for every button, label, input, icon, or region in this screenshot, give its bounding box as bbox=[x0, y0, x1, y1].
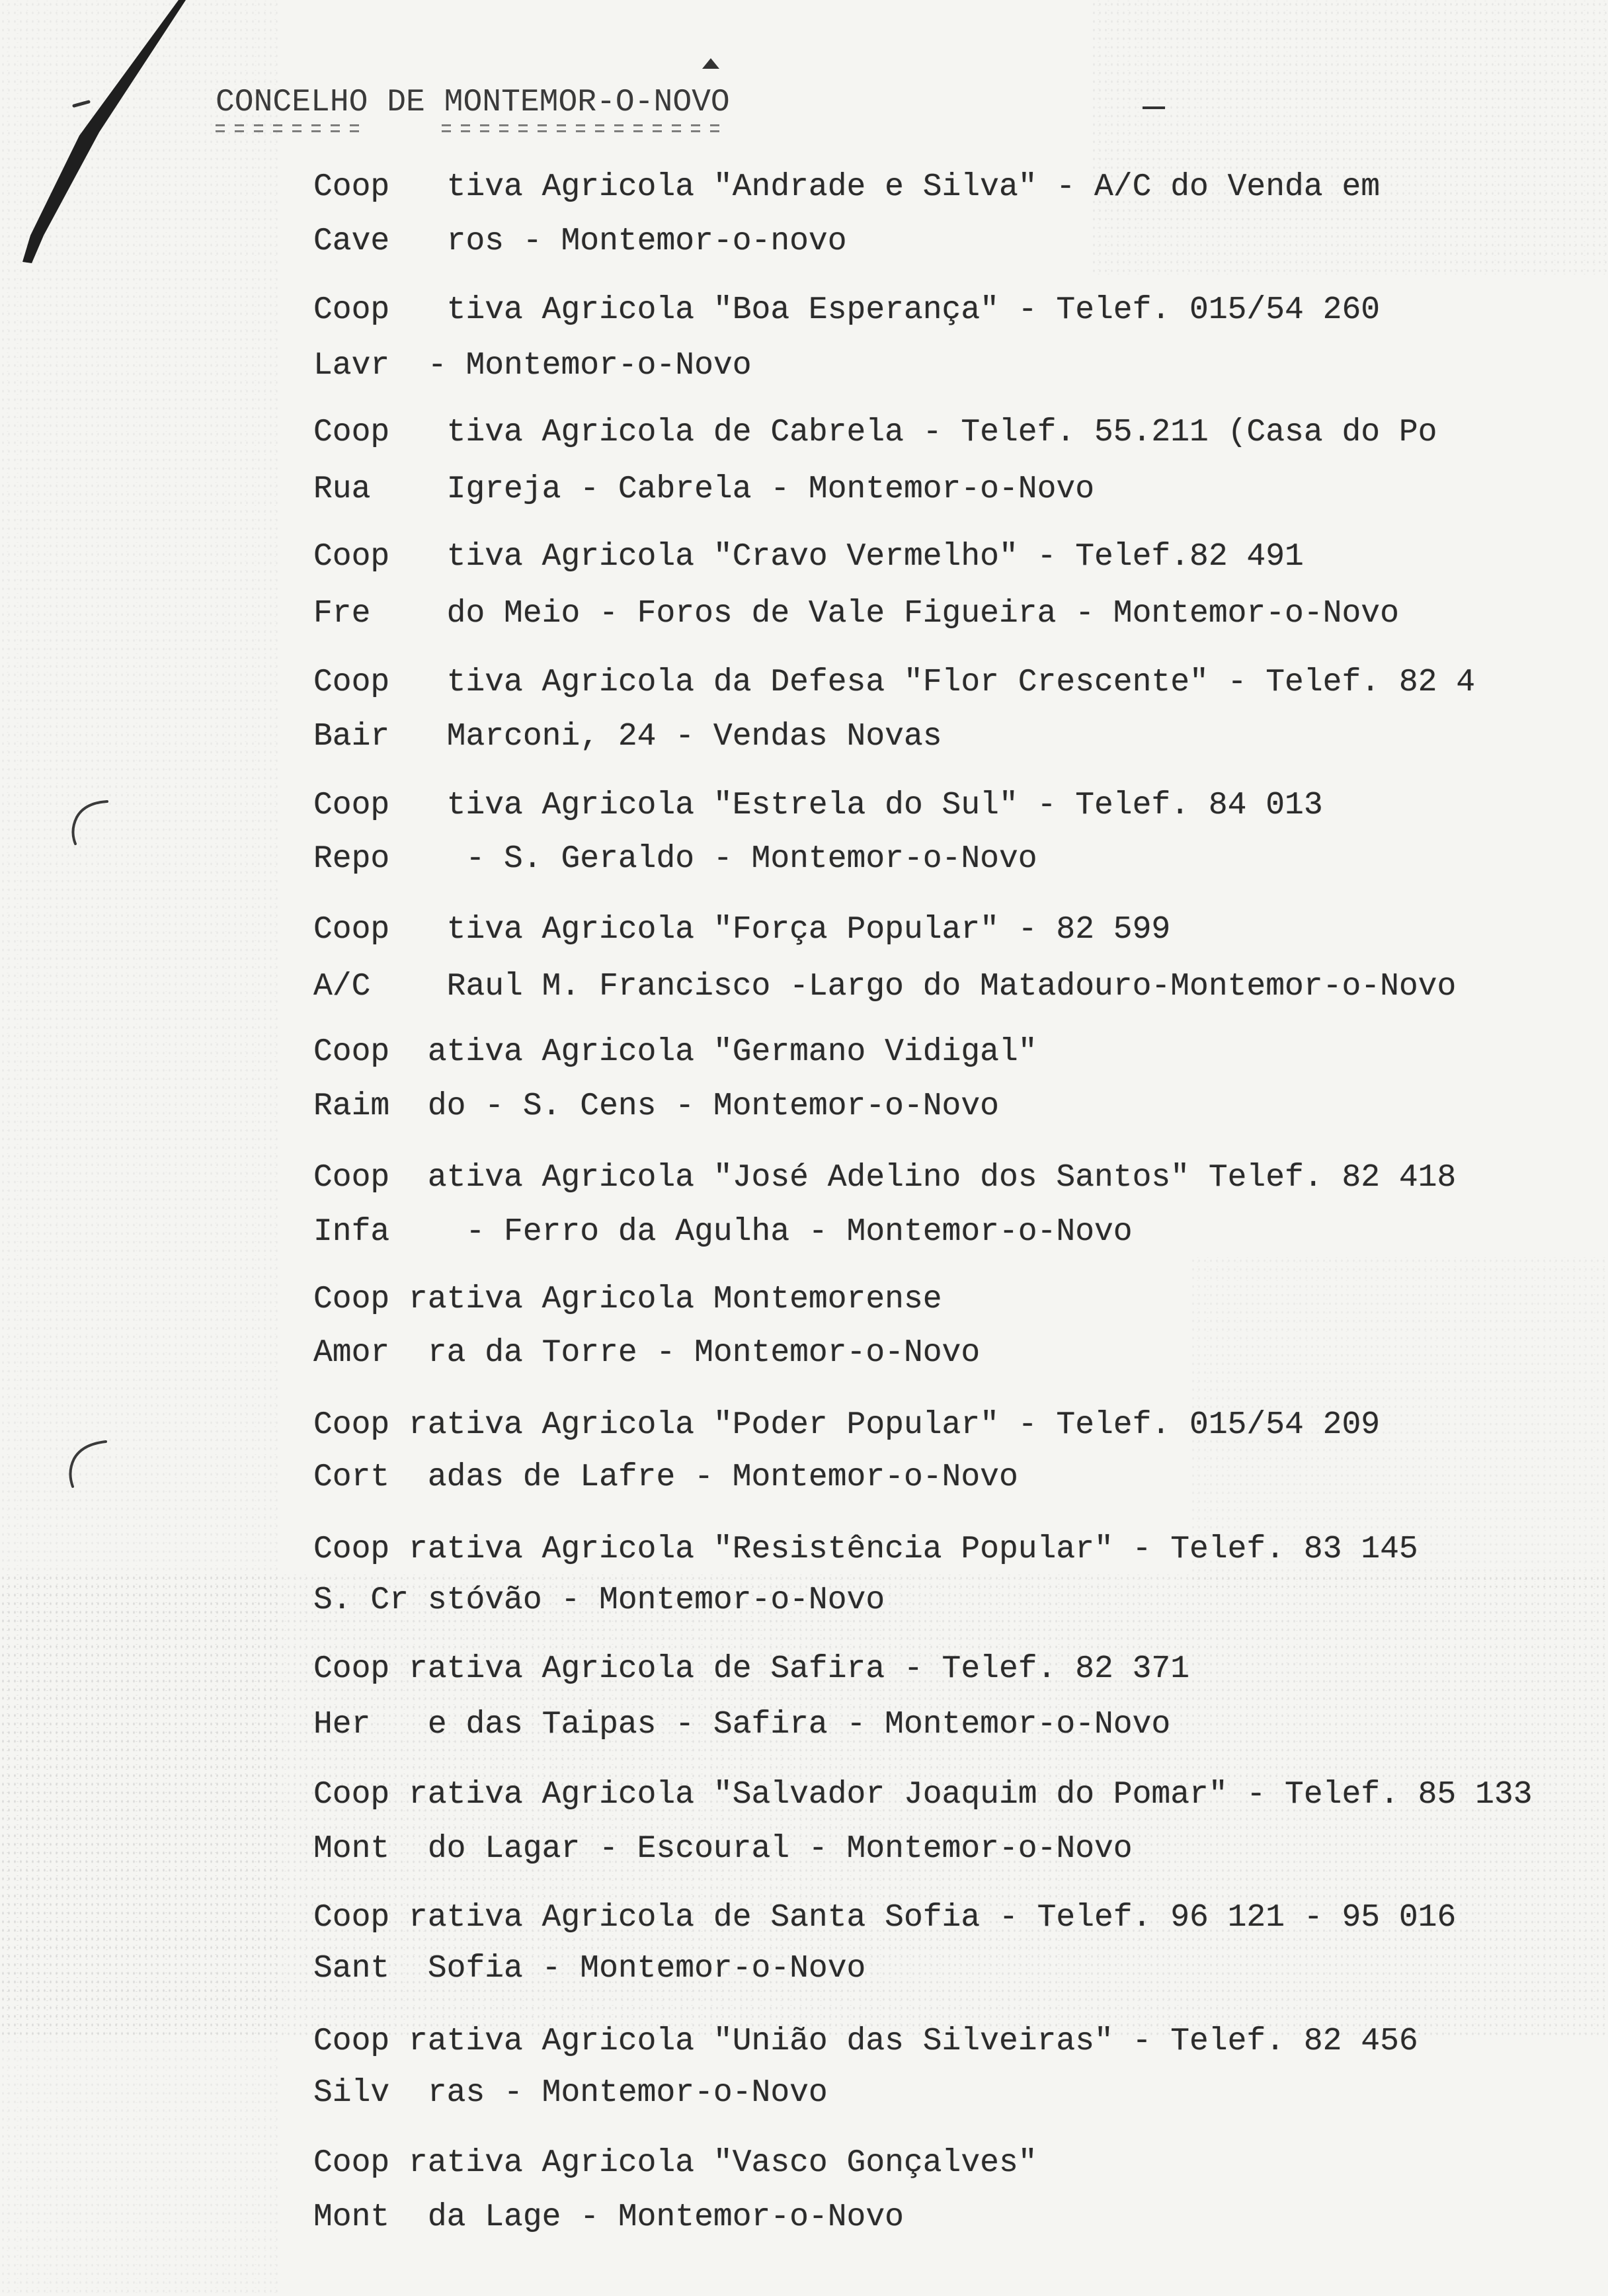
entry-address: Cave ros - Montemor-o-novo bbox=[313, 224, 847, 259]
list-item bbox=[313, 1280, 1596, 1379]
list-item bbox=[313, 537, 1596, 636]
entry-name: Coop rativa Agricola de Safira - Telef. 82 371 bbox=[313, 1651, 1190, 1687]
entry-name: Coop rativa Agricola de Santa Sofia - Telef. 96 121 - 95 016 bbox=[313, 1900, 1457, 1936]
entry-name: Coop tiva Agricola "Andrade e Silva" - A/C do Venda em bbox=[313, 169, 1381, 205]
title-underline bbox=[442, 124, 727, 132]
entry-address: Mont da Lage - Montemor-o-Novo bbox=[313, 2199, 904, 2235]
entry-address: Repo - S. Geraldo - Montemor-o-Novo bbox=[313, 841, 1037, 877]
list-item bbox=[313, 786, 1596, 885]
entry-name: Coop rativa Agricola "União das Silveiras" - Telef. 82 456 bbox=[313, 2024, 1418, 2059]
title-underline bbox=[216, 124, 368, 132]
entry-address: Sant Sofia - Montemor-o-Novo bbox=[313, 1951, 866, 1987]
list-item bbox=[313, 1898, 1596, 1997]
entry-name: Coop tiva Agricola "Cravo Vermelho" - Telef.82 491 bbox=[313, 539, 1304, 575]
list-item bbox=[313, 1649, 1596, 1748]
list-item bbox=[313, 1530, 1596, 1629]
entry-name: Coop tiva Agricola da Defesa "Flor Crescente" - Telef. 82 4 bbox=[313, 665, 1476, 700]
entry-name: Coop rativa Agricola Montemorense bbox=[313, 1282, 942, 1317]
entry-name: Coop rativa Agricola "Vasco Gonçalves" bbox=[313, 2145, 1037, 2181]
list-item bbox=[313, 2143, 1596, 2242]
page-title: CONCELHO DE MONTEMOR-O-NOVO bbox=[216, 85, 730, 120]
entry-address: Cort adas de Lafre - Montemor-o-Novo bbox=[313, 1459, 1018, 1495]
entry-name: Coop rativa Agricola "Resistência Popular" - Telef. 83 145 bbox=[313, 1532, 1418, 1567]
entry-name: Coop rativa Agricola "Salvador Joaquim do Pomar" - Telef. 85 133 bbox=[313, 1777, 1533, 1813]
entry-name: Coop tiva Agricola de Cabrela - Telef. 55.211 (Casa do Po bbox=[313, 415, 1437, 450]
list-item bbox=[313, 910, 1596, 1009]
entry-address: Amor ra da Torre - Montemor-o-Novo bbox=[313, 1335, 981, 1371]
entry-address: Mont do Lagar - Escoural - Montemor-o-Novo bbox=[313, 1831, 1133, 1867]
entry-name: Coop rativa Agricola "Poder Popular" - Telef. 015/54 209 bbox=[313, 1407, 1381, 1443]
pen-stroke-mark bbox=[22, 0, 186, 263]
list-item bbox=[313, 1158, 1596, 1257]
entry-name: Coop ativa Agricola "José Adelino dos Santos" Telef. 82 418 bbox=[313, 1160, 1457, 1196]
entry-address: S. Cr stóvão - Montemor-o-Novo bbox=[313, 1582, 885, 1618]
entry-address: A/C Raul M. Francisco -Largo do Matadouro-Montemor-o-Novo bbox=[313, 969, 1457, 1004]
entry-address: Lavr - Montemor-o-Novo bbox=[313, 348, 752, 384]
entry-address: Rua Igreja - Cabrela - Montemor-o-Novo bbox=[313, 472, 1094, 507]
list-item bbox=[313, 413, 1596, 512]
entry-name: Coop tiva Agricola "Boa Esperança" - Telef. 015/54 260 bbox=[313, 292, 1381, 328]
scan-noise bbox=[0, 0, 278, 2296]
entry-address: Bair Marconi, 24 - Vendas Novas bbox=[313, 719, 942, 755]
list-item bbox=[313, 290, 1596, 390]
list-item bbox=[313, 1405, 1596, 1504]
list-item bbox=[313, 1775, 1596, 1874]
list-item bbox=[313, 2022, 1596, 2121]
list-item bbox=[313, 1032, 1596, 1131]
entry-address: Her e das Taipas - Safira - Montemor-o-Novo bbox=[313, 1707, 1171, 1742]
punch-hole-mark bbox=[73, 801, 107, 844]
entry-name: Coop tiva Agricola "Força Popular" - 82 599 bbox=[313, 912, 1171, 948]
list-item bbox=[313, 167, 1596, 266]
caret-mark bbox=[702, 58, 719, 69]
entry-address: Infa - Ferro da Agulha - Montemor-o-Novo bbox=[313, 1214, 1133, 1250]
punch-hole-mark bbox=[70, 1442, 106, 1487]
pen-dash-mark bbox=[74, 102, 89, 106]
entry-address: Silv ras - Montemor-o-Novo bbox=[313, 2075, 828, 2111]
entry-address: Fre do Meio - Foros de Vale Figueira - Montemor-o-Novo bbox=[313, 596, 1399, 632]
entry-address: Raim do - S. Cens - Montemor-o-Novo bbox=[313, 1088, 999, 1124]
list-item bbox=[313, 663, 1596, 762]
entry-name: Coop ativa Agricola "Germano Vidigal" bbox=[313, 1034, 1037, 1070]
entry-name: Coop tiva Agricola "Estrela do Sul" - Telef. 84 013 bbox=[313, 788, 1323, 823]
